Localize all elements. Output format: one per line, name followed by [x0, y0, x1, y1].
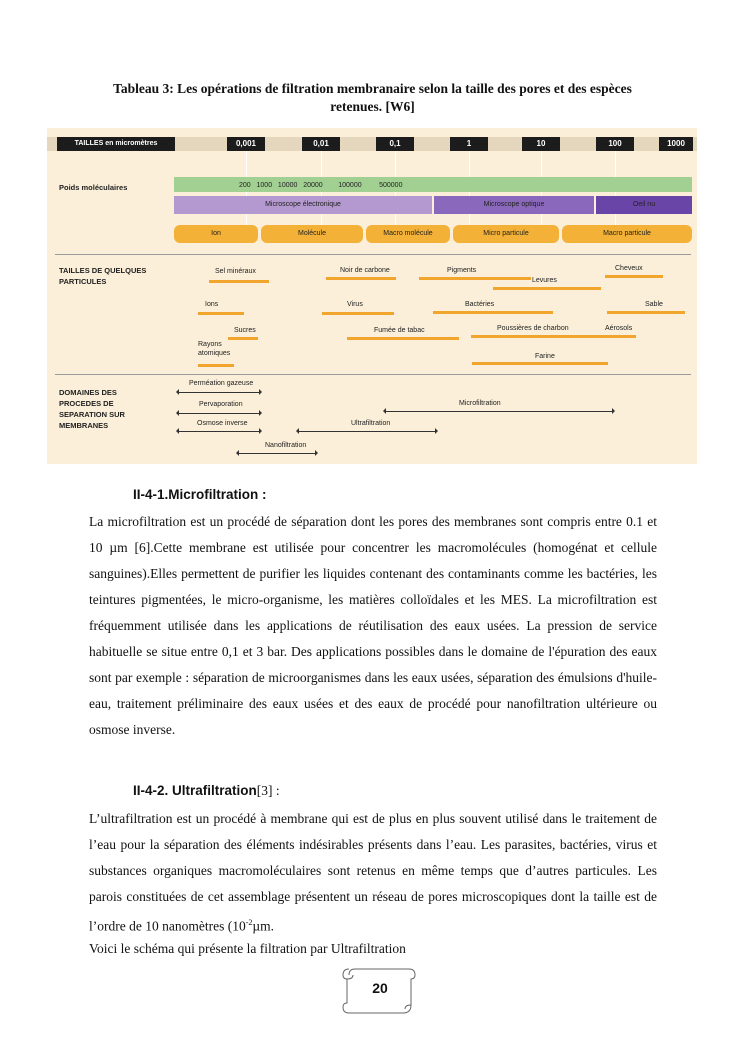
category-molecule: Molécule: [261, 225, 363, 243]
particle-label: Aérosols: [605, 325, 633, 332]
particle-label: Noir de carbone: [340, 267, 390, 274]
particle-label: Levures: [532, 277, 557, 284]
molecular-weight-values: 200 1000 10000 20000 100000 500000: [239, 182, 403, 189]
process-range-arrow: [237, 453, 317, 454]
size-tick: 100: [596, 137, 634, 151]
particle-range: [471, 335, 605, 338]
particle-label: Sucres: [234, 327, 256, 334]
particle-label: Virus: [347, 301, 363, 308]
category-ion: Ion: [174, 225, 258, 243]
particle-range: [607, 311, 685, 314]
process-range-arrow: [177, 413, 261, 414]
size-tick: 0,1: [376, 137, 414, 151]
ultrafiltration-paragraph: [89, 806, 657, 940]
particle-range: [493, 287, 601, 290]
microscope-optical: Microscope optique: [434, 196, 594, 214]
process-label: Osmose inverse: [197, 420, 248, 427]
particle-label: Bactéries: [465, 301, 495, 308]
process-range-arrow: [384, 411, 614, 412]
page-number: 20: [372, 980, 388, 996]
divider: [55, 254, 691, 255]
particle-label: Sel minéraux: [215, 268, 256, 275]
divider: [55, 374, 691, 375]
exponent: -2: [245, 918, 253, 927]
process-range-arrow: [177, 431, 261, 432]
particle-range: [198, 312, 244, 315]
ultrafiltration-text: L’ultrafiltration est un procédé à membrane qui est de plus en plus souvent utilisé dans le traitement de l’eau pour la séparation des éléments indésirables présents dans l’eau. Les parasites, bactéries, virus et substances organiques macromoléculaires sont retenus en même temps que d’autres particules. Les parois constituées de cet assemblage présentent un réseau de pores microscopiques dont la taille est de l’ordre de 10 nanomètres (10: [89, 811, 657, 934]
particle-range: [326, 277, 396, 280]
process-range-arrow: [297, 431, 437, 432]
particle-range: [209, 280, 269, 283]
schema-intro-line: Voici le schéma qui présente la filtration par Ultrafiltration: [89, 941, 406, 956]
particle-label: Fumée de tabac: [374, 327, 425, 334]
row-label-particles: TAILLES DE QUELQUES PARTICULES: [59, 266, 147, 286]
membrane-filtration-chart: [47, 128, 697, 464]
ultrafiltration-unit: µm.: [252, 918, 275, 934]
process-label: Microfiltration: [459, 400, 501, 407]
ultrafiltration-reference: [3] :: [256, 783, 280, 798]
category-microparticle: Micro particule: [453, 225, 559, 243]
size-tick: 1: [450, 137, 488, 151]
row-label-weights: Poids moléculaires: [59, 183, 128, 192]
particle-label: Rayons atomiques: [198, 341, 231, 357]
particle-label: Ions: [205, 301, 219, 308]
process-range-arrow: [177, 392, 261, 393]
particle-label: Farine: [535, 353, 555, 360]
section-heading-ultrafiltration: [133, 783, 280, 799]
particle-range: [198, 364, 234, 367]
particle-range: [605, 275, 663, 278]
ultrafiltration-heading-text: II-4-2. Ultrafiltration: [133, 783, 257, 798]
size-header-label: TAILLES en micromètres: [57, 137, 175, 151]
particle-range: [347, 337, 459, 340]
particle-range: [322, 312, 394, 315]
section-heading-microfiltration: II-4-1.Microfiltration :: [133, 487, 267, 502]
process-label: Nanofiltration: [265, 442, 307, 449]
process-label: Pervaporation: [199, 401, 243, 408]
size-tick: 0,01: [302, 137, 340, 151]
particle-label: Sable: [645, 301, 663, 308]
process-label: Perméation gazeuse: [189, 380, 254, 387]
naked-eye: Oeil nu: [596, 196, 692, 214]
process-label: Ultrafiltration: [351, 420, 391, 427]
size-tick: 0,001: [227, 137, 265, 151]
microscope-electronic: Microscope électronique: [174, 196, 432, 214]
particle-range: [472, 362, 608, 365]
particle-label: Cheveux: [615, 265, 643, 272]
category-macroparticle: Macro particule: [562, 225, 692, 243]
particle-range: [594, 335, 636, 338]
category-macromolecule: Macro molécule: [366, 225, 450, 243]
microfiltration-paragraph: La microfiltration est un procédé de séparation dont les pores des membranes sont compris entre 0.1 et 10 µm [6].Cette membrane est utilisée pour concentrer les macromolécules (homogénat et cellule sanguines).Elles permettent de purifier les liquides contenant des contaminants comme les bactéries, les teintures pigmentées, le micro-organisme, les matières colloïdales et les MES. La microfiltration est fréquemment utilisée dans les applications de réutilisation des eaux usées. La pression de service habituelle se situe entre 0,1 et 3 bar. Des applications possibles dans le domaine de l'épuration des eaux sont par exemple : séparation de microorganismes dans les eaux usées, séparation des émulsions d'huile-eau, traitement préliminaire des eaux usées et des eaux de procédé pour nanofiltration ultérieure ou osmose inverse.: [89, 514, 657, 737]
particle-range: [228, 337, 258, 340]
row-label-domains: DOMAINES DES PROCEDES DE SEPARATION SUR MEMBRANES: [59, 388, 125, 430]
size-tick: 10: [522, 137, 560, 151]
particle-range: [419, 277, 531, 280]
size-tick: 1000: [659, 137, 693, 151]
table-caption: Tableau 3: Les opérations de filtration membranaire selon la taille des pores et des espèces retenues. [W6]: [113, 81, 632, 114]
particle-label: Poussières de charbon: [497, 325, 569, 332]
particle-range: [433, 311, 553, 314]
particle-label: Pigments: [447, 267, 477, 274]
